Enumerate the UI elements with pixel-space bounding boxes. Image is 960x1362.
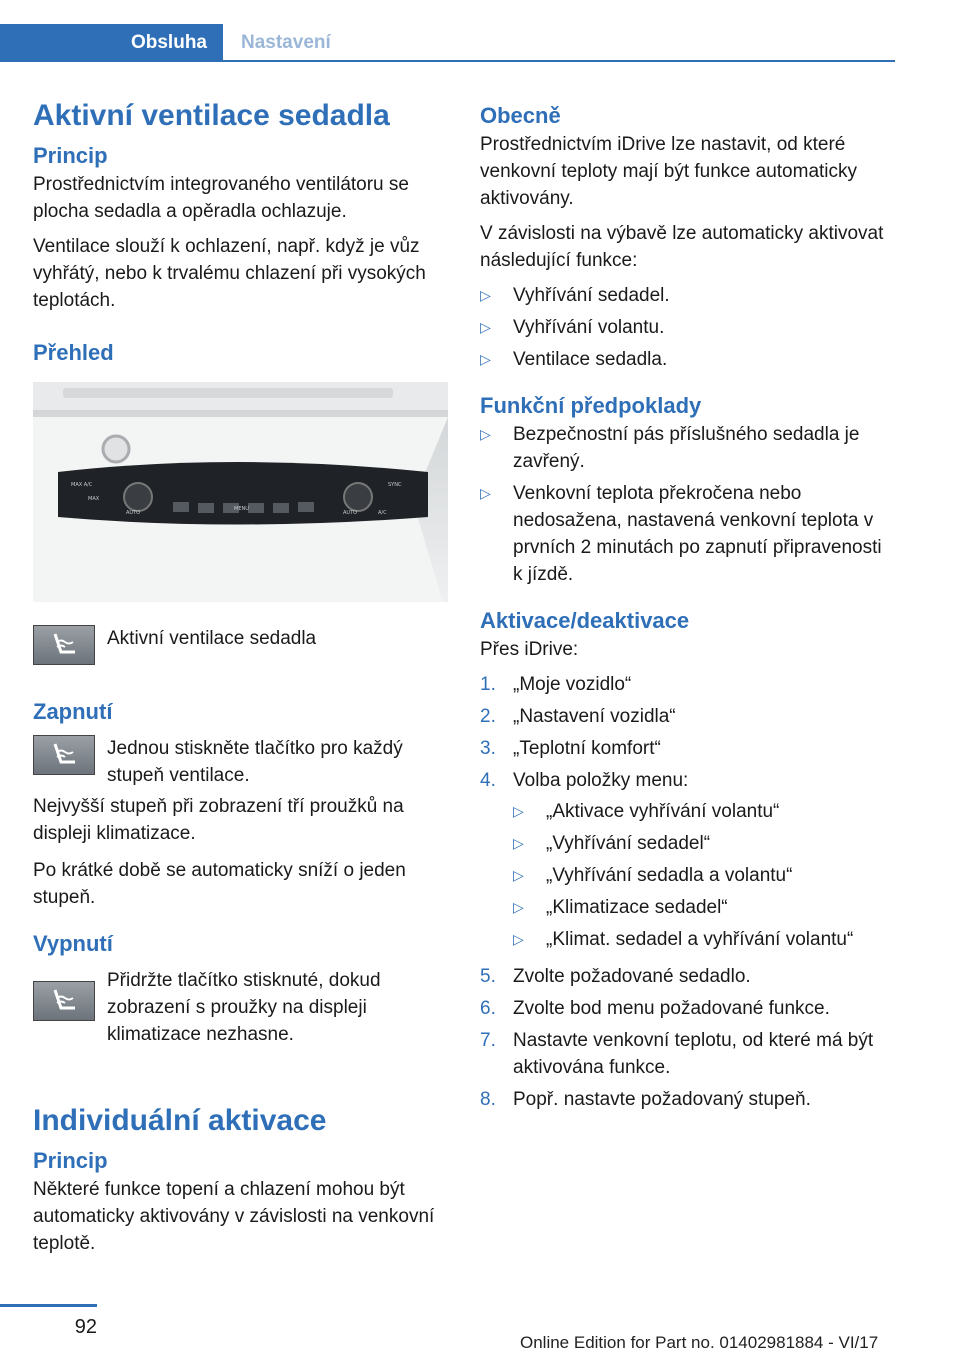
list-item: ▷ „Klimat. sedadel a vyhřívání volantu“ <box>513 926 853 953</box>
step-item: 4. Volba položky menu: ▷ „Aktivace vyhřívání volantu“ ▷ „Vyhřívání sedadel“ ▷ „Vyhřívání sedadla a volantu“ ▷ „Klimatizace sedadel“ ▷ „Klimat. sedadel a vyhřívání volantu“ <box>480 767 895 958</box>
step-item: 7. Nastavte venkovní teplotu, od které má být aktivována funkce. <box>480 1030 874 1078</box>
panel-label: MAX A/C <box>71 482 93 488</box>
triangle-bullet-icon: ▷ <box>513 803 524 819</box>
paragraph: Přes iDrive: <box>480 639 579 660</box>
paragraph: Po krátké době se automaticky sníží o jeden stupeň. <box>33 860 406 908</box>
step-item: 6. Zvolte bod menu požadované funkce. <box>480 998 830 1019</box>
seat-ventilation-icon <box>33 735 95 775</box>
figure-caption: Aktivní ventilace sedadla <box>107 628 317 649</box>
heading-zapnuti: Zapnutí <box>33 699 113 724</box>
tab-nastaveni[interactable]: Nastavení <box>241 32 331 53</box>
left-column <box>33 95 448 1265</box>
step-item: 8. Popř. nastavte požadovaný stupeň. <box>480 1089 811 1110</box>
step-item: 1. „Moje vozidlo“ <box>480 674 632 695</box>
footer-rule <box>0 1304 97 1307</box>
triangle-bullet-icon: ▷ <box>480 426 491 442</box>
heading-aktivace: Aktivace/deaktivace <box>480 608 690 633</box>
list-item: ▷ Vyhřívání volantu. <box>480 314 895 341</box>
paragraph: Ventilace slouží k ochlazení, např. když je vůz vyhřátý, nebo k trvalému chlazení při vysokých teplotách. <box>33 236 426 311</box>
triangle-bullet-icon: ▷ <box>480 351 491 367</box>
triangle-bullet-icon: ▷ <box>480 287 491 303</box>
climate-panel-illustration <box>33 382 448 602</box>
paragraph: Nejvyšší stupeň při zobrazení tří proužků na displeji klimatizace. <box>33 796 404 844</box>
triangle-bullet-icon: ▷ <box>513 931 524 947</box>
panel-label: AUTO <box>343 510 358 516</box>
step-item: 2. „Nastavení vozidla“ <box>480 706 676 727</box>
step-item: 3. „Teplotní komfort“ <box>480 738 661 759</box>
section-title: Aktivní ventilace sedadla <box>33 99 390 132</box>
heading-vypnuti: Vypnutí <box>33 931 113 956</box>
panel-label: A/C <box>378 510 387 516</box>
list-item: ▷ Ventilace sedadla. <box>480 346 895 373</box>
list-item: ▷ „Aktivace vyhřívání volantu“ <box>513 798 853 825</box>
edition-info: Online Edition for Part no. 01402981884 - VI/17 <box>520 1333 879 1352</box>
instruction-text: Přidržte tlačítko stisknuté, dokud zobrazení s proužky na displeji klimatizace nezhasne. <box>107 970 381 1045</box>
triangle-bullet-icon: ▷ <box>480 319 491 335</box>
list-item: ▷ Bezpečnostní pás příslušného sedadla je zavřený. <box>480 421 895 475</box>
bullet-list <box>480 282 895 373</box>
paragraph: Prostřednictvím iDrive lze nastavit, od které venkovní teploty mají být funkce automaticky aktivovány. <box>480 134 858 209</box>
triangle-bullet-icon: ▷ <box>513 867 524 883</box>
tab-obsluha[interactable]: Obsluha <box>0 24 223 62</box>
step-item: 5. Zvolte požadované sedadlo. <box>480 966 751 987</box>
seat-ventilation-icon <box>33 625 95 665</box>
icon-text-row <box>33 735 448 789</box>
triangle-bullet-icon: ▷ <box>513 899 524 915</box>
list-item: ▷ „Vyhřívání sedadel“ <box>513 830 853 857</box>
header-rule <box>0 60 895 62</box>
heading-obecne: Obecně <box>480 103 561 128</box>
right-column <box>480 95 895 1119</box>
page-number: 92 <box>74 1316 97 1338</box>
paragraph: Některé funkce topení a chlazení mohou být automaticky aktivovány v závislosti na venkovní teplotě. <box>33 1179 435 1254</box>
list-item: ▷ „Klimatizace sedadel“ <box>513 894 853 921</box>
sub-list <box>513 798 853 953</box>
heading-funkcni-predpoklady: Funkční předpoklady <box>480 393 702 418</box>
panel-label: SYNC <box>388 482 402 488</box>
header-bar <box>0 0 895 62</box>
list-item: ▷ Venkovní teplota překročena nebo nedosažena, nastavená venkovní teplota v prvních 2 minutách po zapnutí připravenosti k jízdě. <box>480 480 895 588</box>
panel-label: MENU <box>234 506 249 512</box>
seat-ventilation-icon <box>33 981 95 1021</box>
icon-text-row <box>33 967 448 1048</box>
list-item: ▷ „Vyhřívání sedadla a volantu“ <box>513 862 853 889</box>
bullet-list <box>480 421 895 588</box>
heading-princip: Princip <box>33 1148 108 1173</box>
heading-prehled: Přehled <box>33 340 114 365</box>
section-title: Individuální aktivace <box>33 1104 327 1137</box>
heading-princip: Princip <box>33 143 108 168</box>
steps-list <box>480 671 895 1113</box>
triangle-bullet-icon: ▷ <box>480 485 491 501</box>
panel-label: AUTO <box>126 510 141 516</box>
instruction-text: Jednou stiskněte tlačítko pro každý stupeň ventilace. <box>107 738 403 786</box>
triangle-bullet-icon: ▷ <box>513 835 524 851</box>
panel-label: MAX <box>88 496 100 502</box>
caption-row <box>33 625 448 665</box>
paragraph: V závislosti na výbavě lze automaticky aktivovat následující funkce: <box>480 223 884 271</box>
paragraph: Prostřednictvím integrovaného ventilátoru se plocha sedadla a opěradla ochlazuje. <box>33 174 409 222</box>
list-item: ▷ Vyhřívání sedadel. <box>480 282 895 309</box>
